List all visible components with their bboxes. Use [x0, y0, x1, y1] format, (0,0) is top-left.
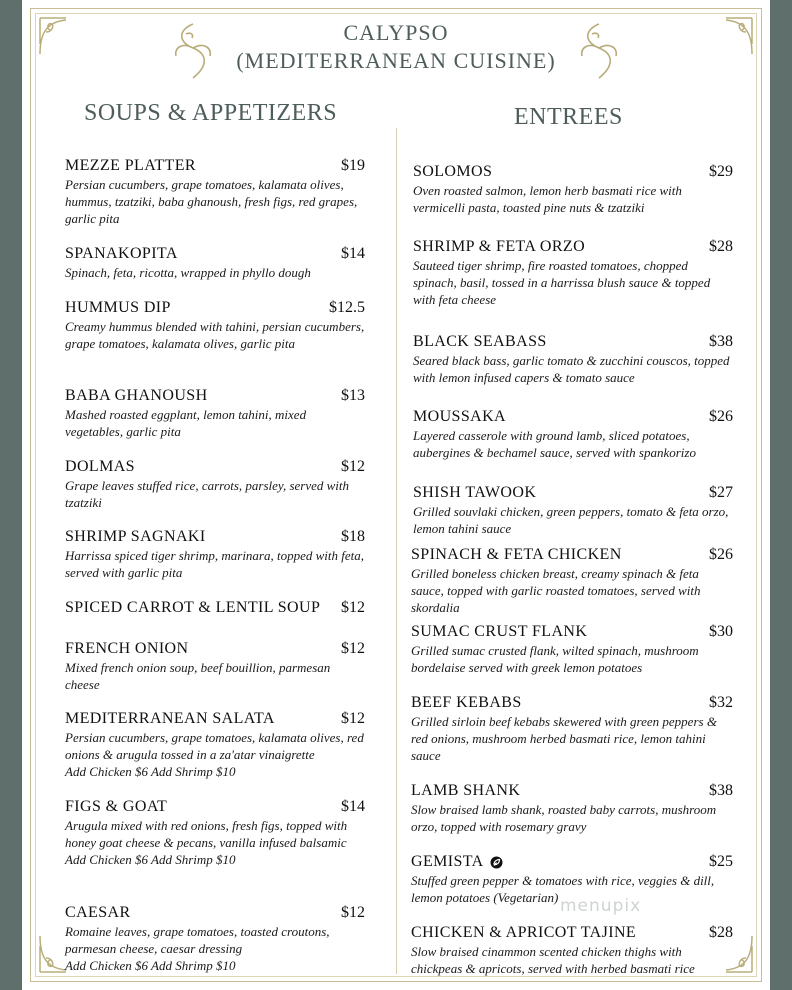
item-price: $14 [341, 798, 365, 815]
item-description: Creamy hummus blended with tahini, persian cucumbers, grape tomatoes, kalamata olives, garlic pita [65, 319, 365, 351]
item-description: Spinach, feta, ricotta, wrapped in phyllo dough [65, 265, 311, 280]
item-price: $32 [709, 694, 733, 711]
menu-item [65, 245, 365, 281]
item-name: HUMMUS DIP [65, 299, 171, 316]
item-price: $14 [341, 245, 365, 262]
item-name: CAESAR [65, 904, 131, 921]
item-price: $27 [709, 484, 733, 501]
item-price: $12 [341, 640, 365, 657]
item-price: $12 [341, 710, 365, 727]
item-price: $28 [709, 924, 733, 941]
restaurant-name: CALYPSO [343, 20, 449, 45]
item-price: $12.5 [329, 299, 365, 316]
item-price: $26 [709, 546, 733, 563]
item-price: $18 [341, 528, 365, 545]
item-description: Harrissa spiced tiger shrimp, marinara, topped with feta, served with garlic pita [65, 548, 365, 580]
item-price: $12 [341, 599, 365, 616]
menu-item [65, 458, 365, 511]
item-price: $38 [709, 782, 733, 799]
item-price: $28 [709, 238, 733, 255]
menu-item [65, 299, 365, 352]
item-description: Arugula mixed with red onions, fresh figs, topped with honey goat cheese & pecans, vanilla infused balsamic [65, 818, 348, 850]
item-addon: Add Chicken $6 Add Shrimp $10 [65, 958, 236, 973]
item-name: SUMAC CRUST FLANK [411, 623, 588, 640]
item-name: DOLMAS [65, 458, 135, 475]
item-price: $12 [341, 904, 365, 921]
item-description: Slow braised cinammon scented chicken thighs with chickpeas & apricots, served with herbed basmati rice [411, 944, 695, 976]
item-name: BABA GHANOUSH [65, 387, 208, 404]
item-name: FRENCH ONION [65, 640, 189, 657]
item-description: Layered casserole with ground lamb, sliced potatoes, aubergines & bechamel sauce, served with spankorizo [413, 428, 696, 460]
item-price: $25 [709, 853, 733, 870]
item-description: Grilled boneless chicken breast, creamy spinach & feta sauce, topped with garlic roasted tomatoes, served with skordalia [411, 566, 701, 615]
item-description: Grilled sumac crusted flank, wilted spinach, mushroom bordelaise served with greek lemon potatoes [411, 643, 699, 675]
item-description: Seared black bass, garlic tomato & zucchini couscos, topped with lemon infused capers & tomato sauce [413, 353, 730, 385]
menu-item [65, 904, 365, 974]
menu-item [411, 782, 733, 835]
item-description: Grilled sirloin beef kebabs skewered with green peppers & red onions, mushroom herbed basmati rice, lemon tahini sauce [411, 714, 717, 763]
item-description: Grape leaves stuffed rice, carrots, parsley, served with tzatziki [65, 478, 350, 510]
item-price: $30 [709, 623, 733, 640]
menu-item [411, 623, 733, 676]
item-name: MOUSSAKA [413, 408, 506, 425]
menu-item [411, 546, 733, 616]
menu-item [411, 694, 733, 764]
menu-item [65, 528, 365, 581]
item-name: SPINACH & FETA CHICKEN [411, 546, 622, 563]
item-name: GEMISTA [411, 853, 484, 870]
item-description: Stuffed green pepper & tomatoes with rice, veggies & dill, lemon potatoes (Vegetarian) [411, 873, 715, 905]
cuisine-subtitle: (MEDITERRANEAN CUISINE) [236, 48, 556, 73]
item-name: FIGS & GOAT [65, 798, 168, 815]
item-name: LAMB SHANK [411, 782, 521, 799]
item-description: Mashed roasted eggplant, lemon tahini, mixed vegetables, garlic pita [65, 407, 307, 439]
section-title-appetizers: SOUPS & APPETIZERS [84, 100, 338, 126]
column-divider [396, 128, 397, 974]
item-price: $26 [709, 408, 733, 425]
item-price: $29 [709, 163, 733, 180]
item-name: MEDITERRANEAN SALATA [65, 710, 275, 727]
item-name: SHISH TAWOOK [413, 484, 537, 501]
item-name: MEZZE PLATTER [65, 157, 196, 174]
menu-item [411, 924, 733, 977]
item-name: SHRIMP & FETA ORZO [413, 238, 586, 255]
menu-item [65, 387, 365, 440]
vegetarian-leaf-icon [490, 856, 503, 869]
item-description: Grilled souvlaki chicken, green peppers, tomato & feta orzo, lemon tahini sauce [413, 504, 729, 536]
watermark: menupix [560, 896, 642, 916]
item-description: Slow braised lamb shank, roasted baby carrots, mushroom orzo, topped with rosemary gravy [411, 802, 717, 834]
menu-item [413, 484, 733, 537]
item-addon: Add Chicken $6 Add Shrimp $10 [65, 764, 236, 779]
menu-item [65, 599, 365, 617]
item-name: SPICED CARROT & LENTIL SOUP [65, 599, 321, 616]
item-name: BEEF KEBABS [411, 694, 522, 711]
menu-item [413, 333, 733, 386]
item-description: Oven roasted salmon, lemon herb basmati rice with vermicelli pasta, toasted pine nuts & tzatziki [413, 183, 682, 215]
item-price: $13 [341, 387, 365, 404]
item-name: SOLOMOS [413, 163, 493, 180]
item-price: $19 [341, 157, 365, 174]
menu-item [413, 238, 733, 308]
menu-item [65, 640, 365, 693]
item-name: SPANAKOPITA [65, 245, 178, 262]
item-addon: Add Chicken $6 Add Shrimp $10 [65, 852, 236, 867]
item-name: CHICKEN & APRICOT TAJINE [411, 924, 637, 941]
menu-item [65, 157, 365, 227]
item-name: BLACK SEABASS [413, 333, 547, 350]
menu-item [413, 163, 733, 216]
section-title-entrees: ENTREES [514, 104, 623, 130]
item-description: Romaine leaves, grape tomatoes, toasted croutons, parmesan cheese, caesar dressing [65, 924, 330, 956]
item-name: SHRIMP SAGNAKI [65, 528, 206, 545]
menu-item [65, 710, 365, 780]
item-description: Sauteed tiger shrimp, fire roasted tomatoes, chopped spinach, basil, tossed in a harrissa blush sauce & topped with feta cheese [413, 258, 711, 307]
item-price: $12 [341, 458, 365, 475]
item-description: Mixed french onion soup, beef bouillion, parmesan cheese [65, 660, 331, 692]
menu-item [413, 408, 733, 461]
item-description: Persian cucumbers, grape tomatoes, kalamata olives, hummus, tzatziki, baba ghanoush, fresh figs, red grapes, garlic pita [65, 177, 358, 226]
menu-page [22, 0, 770, 990]
menu-item [65, 798, 365, 868]
item-price: $38 [709, 333, 733, 350]
item-description: Persian cucumbers, grape tomatoes, kalamata olives, red onions & arugula tossed in a za'atar vinaigrette [65, 730, 364, 762]
